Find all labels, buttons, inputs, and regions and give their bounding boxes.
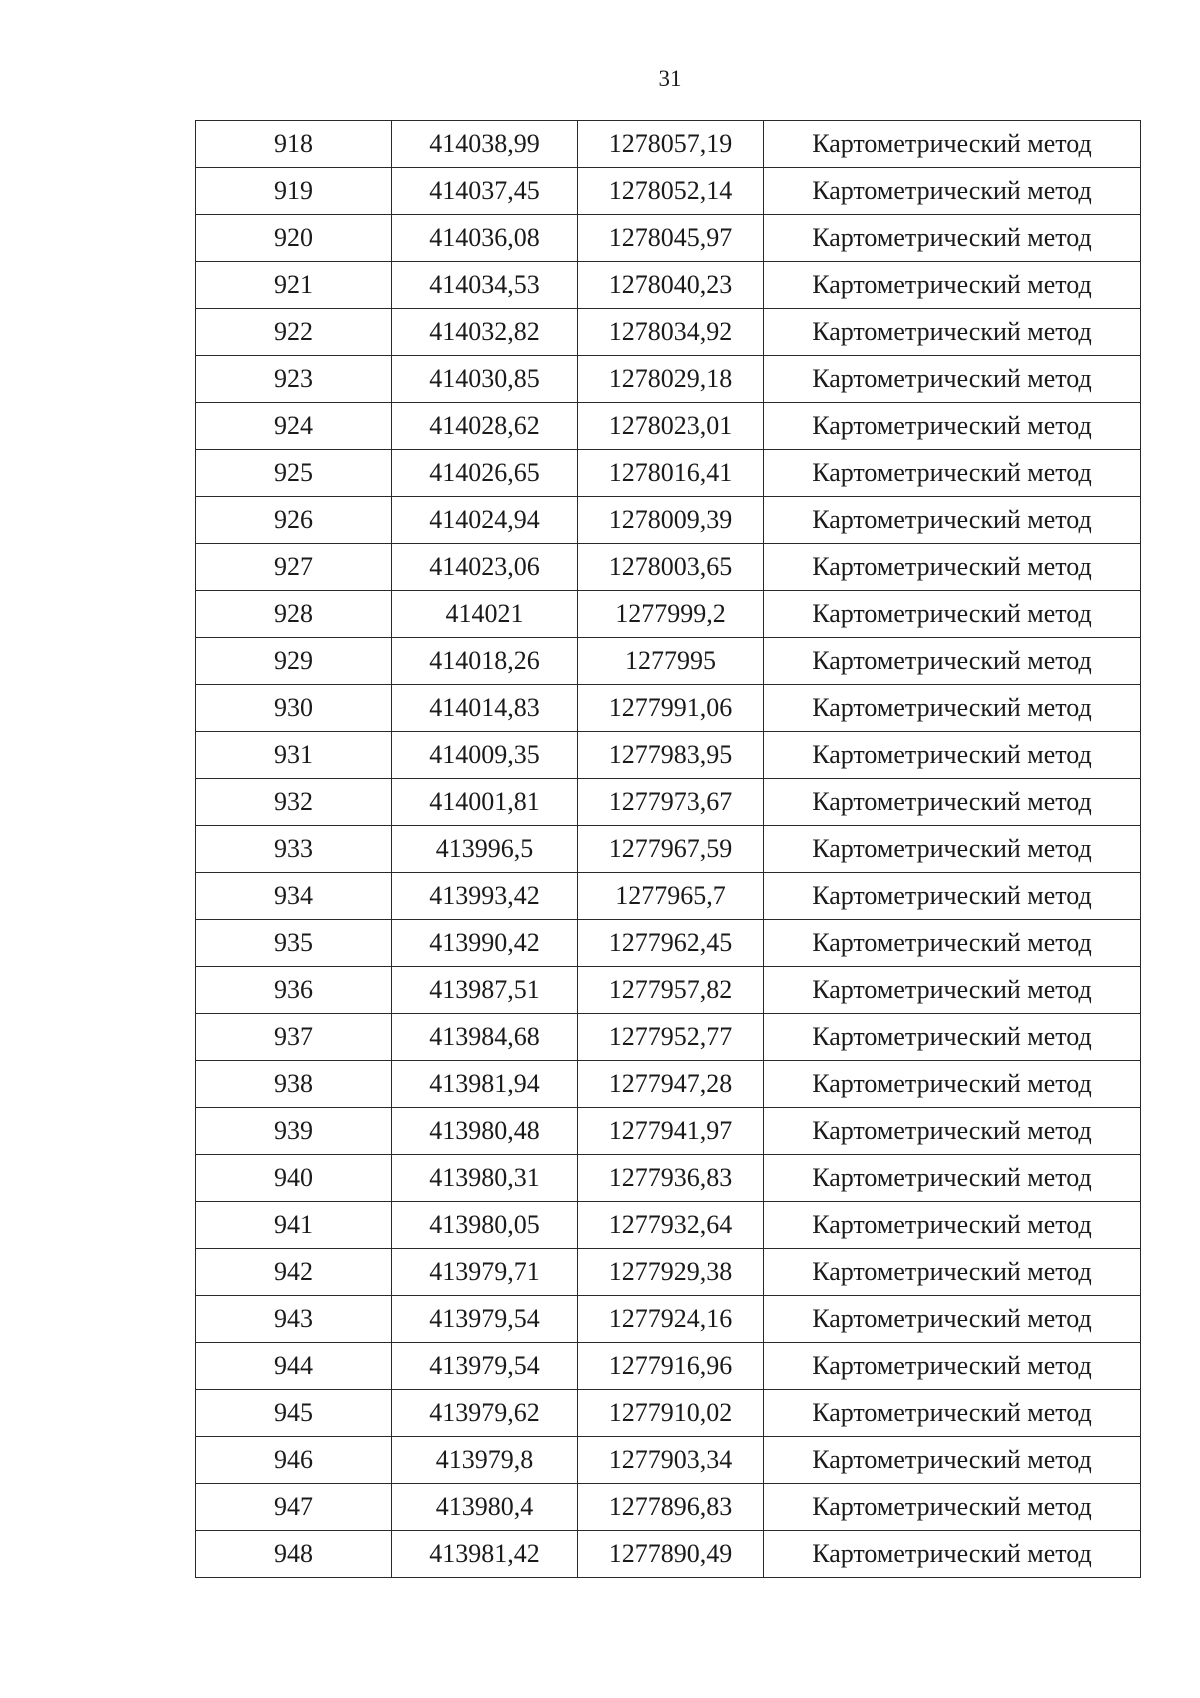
- method-cell: Картометрический метод: [764, 685, 1141, 732]
- method-cell: Картометрический метод: [764, 591, 1141, 638]
- x-coordinate-cell: 413980,05: [392, 1202, 578, 1249]
- point-number-cell: 932: [196, 779, 392, 826]
- method-cell: Картометрический метод: [764, 544, 1141, 591]
- method-cell: Картометрический метод: [764, 403, 1141, 450]
- table-row: [196, 1108, 1141, 1155]
- method-cell: Картометрический метод: [764, 497, 1141, 544]
- table-row: [196, 544, 1141, 591]
- y-coordinate-cell: 1277936,83: [578, 1155, 764, 1202]
- method-cell: Картометрический метод: [764, 168, 1141, 215]
- y-coordinate-cell: 1277967,59: [578, 826, 764, 873]
- point-number-cell: 939: [196, 1108, 392, 1155]
- x-coordinate-cell: 413979,8: [392, 1437, 578, 1484]
- point-number-cell: 944: [196, 1343, 392, 1390]
- point-number-cell: 940: [196, 1155, 392, 1202]
- coordinates-table-body: [196, 121, 1141, 1578]
- y-coordinate-cell: 1278034,92: [578, 309, 764, 356]
- point-number-cell: 930: [196, 685, 392, 732]
- method-cell: Картометрический метод: [764, 1061, 1141, 1108]
- y-coordinate-cell: 1277991,06: [578, 685, 764, 732]
- table-row: [196, 638, 1141, 685]
- method-cell: Картометрический метод: [764, 873, 1141, 920]
- point-number-cell: 928: [196, 591, 392, 638]
- x-coordinate-cell: 413980,48: [392, 1108, 578, 1155]
- table-row: [196, 591, 1141, 638]
- method-cell: Картометрический метод: [764, 779, 1141, 826]
- point-number-cell: 948: [196, 1531, 392, 1578]
- point-number-cell: 927: [196, 544, 392, 591]
- y-coordinate-cell: 1278040,23: [578, 262, 764, 309]
- method-cell: Картометрический метод: [764, 121, 1141, 168]
- x-coordinate-cell: 414024,94: [392, 497, 578, 544]
- y-coordinate-cell: 1277952,77: [578, 1014, 764, 1061]
- x-coordinate-cell: 414023,06: [392, 544, 578, 591]
- point-number-cell: 924: [196, 403, 392, 450]
- method-cell: Картометрический метод: [764, 1531, 1141, 1578]
- table-row: [196, 403, 1141, 450]
- x-coordinate-cell: 413979,62: [392, 1390, 578, 1437]
- x-coordinate-cell: 414036,08: [392, 215, 578, 262]
- point-number-cell: 945: [196, 1390, 392, 1437]
- method-cell: Картометрический метод: [764, 215, 1141, 262]
- method-cell: Картометрический метод: [764, 920, 1141, 967]
- table-row: [196, 1343, 1141, 1390]
- y-coordinate-cell: 1277999,2: [578, 591, 764, 638]
- method-cell: Картометрический метод: [764, 1484, 1141, 1531]
- table-row: [196, 685, 1141, 732]
- point-number-cell: 931: [196, 732, 392, 779]
- point-number-cell: 920: [196, 215, 392, 262]
- method-cell: Картометрический метод: [764, 1202, 1141, 1249]
- x-coordinate-cell: 413980,4: [392, 1484, 578, 1531]
- y-coordinate-cell: 1277916,96: [578, 1343, 764, 1390]
- y-coordinate-cell: 1278057,19: [578, 121, 764, 168]
- y-coordinate-cell: 1277983,95: [578, 732, 764, 779]
- x-coordinate-cell: 414018,26: [392, 638, 578, 685]
- y-coordinate-cell: 1278045,97: [578, 215, 764, 262]
- x-coordinate-cell: 414001,81: [392, 779, 578, 826]
- y-coordinate-cell: 1277896,83: [578, 1484, 764, 1531]
- coordinates-table: [195, 120, 1141, 1578]
- table-row: [196, 1061, 1141, 1108]
- table-row: [196, 732, 1141, 779]
- y-coordinate-cell: 1278016,41: [578, 450, 764, 497]
- x-coordinate-cell: 414032,82: [392, 309, 578, 356]
- method-cell: Картометрический метод: [764, 1437, 1141, 1484]
- x-coordinate-cell: 414038,99: [392, 121, 578, 168]
- x-coordinate-cell: 414030,85: [392, 356, 578, 403]
- table-row: [196, 1531, 1141, 1578]
- x-coordinate-cell: 414037,45: [392, 168, 578, 215]
- point-number-cell: 936: [196, 967, 392, 1014]
- x-coordinate-cell: 413993,42: [392, 873, 578, 920]
- point-number-cell: 943: [196, 1296, 392, 1343]
- table-row: [196, 873, 1141, 920]
- table-row: [196, 1437, 1141, 1484]
- x-coordinate-cell: 414021: [392, 591, 578, 638]
- point-number-cell: 946: [196, 1437, 392, 1484]
- x-coordinate-cell: 414034,53: [392, 262, 578, 309]
- y-coordinate-cell: 1277924,16: [578, 1296, 764, 1343]
- y-coordinate-cell: 1277995: [578, 638, 764, 685]
- y-coordinate-cell: 1278052,14: [578, 168, 764, 215]
- x-coordinate-cell: 413980,31: [392, 1155, 578, 1202]
- x-coordinate-cell: 413981,94: [392, 1061, 578, 1108]
- x-coordinate-cell: 414009,35: [392, 732, 578, 779]
- x-coordinate-cell: 413979,54: [392, 1343, 578, 1390]
- x-coordinate-cell: 413979,71: [392, 1249, 578, 1296]
- point-number-cell: 933: [196, 826, 392, 873]
- method-cell: Картометрический метод: [764, 1343, 1141, 1390]
- point-number-cell: 947: [196, 1484, 392, 1531]
- point-number-cell: 942: [196, 1249, 392, 1296]
- point-number-cell: 934: [196, 873, 392, 920]
- y-coordinate-cell: 1278029,18: [578, 356, 764, 403]
- y-coordinate-cell: 1277932,64: [578, 1202, 764, 1249]
- y-coordinate-cell: 1278009,39: [578, 497, 764, 544]
- y-coordinate-cell: 1277957,82: [578, 967, 764, 1014]
- method-cell: Картометрический метод: [764, 1296, 1141, 1343]
- method-cell: Картометрический метод: [764, 638, 1141, 685]
- point-number-cell: 941: [196, 1202, 392, 1249]
- x-coordinate-cell: 413996,5: [392, 826, 578, 873]
- y-coordinate-cell: 1277973,67: [578, 779, 764, 826]
- point-number-cell: 918: [196, 121, 392, 168]
- table-row: [196, 121, 1141, 168]
- table-row: [196, 1390, 1141, 1437]
- table-row: [196, 309, 1141, 356]
- method-cell: Картометрический метод: [764, 356, 1141, 403]
- x-coordinate-cell: 414028,62: [392, 403, 578, 450]
- x-coordinate-cell: 413981,42: [392, 1531, 578, 1578]
- table-row: [196, 1202, 1141, 1249]
- point-number-cell: 921: [196, 262, 392, 309]
- method-cell: Картометрический метод: [764, 732, 1141, 779]
- table-row: [196, 262, 1141, 309]
- method-cell: Картометрический метод: [764, 826, 1141, 873]
- method-cell: Картометрический метод: [764, 1014, 1141, 1061]
- table-row: [196, 967, 1141, 1014]
- table-row: [196, 497, 1141, 544]
- point-number-cell: 938: [196, 1061, 392, 1108]
- point-number-cell: 923: [196, 356, 392, 403]
- point-number-cell: 937: [196, 1014, 392, 1061]
- table-row: [196, 1296, 1141, 1343]
- x-coordinate-cell: 414014,83: [392, 685, 578, 732]
- x-coordinate-cell: 413979,54: [392, 1296, 578, 1343]
- page-number: 31: [658, 66, 682, 91]
- method-cell: Картометрический метод: [764, 262, 1141, 309]
- point-number-cell: 925: [196, 450, 392, 497]
- y-coordinate-cell: 1278023,01: [578, 403, 764, 450]
- method-cell: Картометрический метод: [764, 1249, 1141, 1296]
- method-cell: Картометрический метод: [764, 309, 1141, 356]
- point-number-cell: 919: [196, 168, 392, 215]
- table-row: [196, 215, 1141, 262]
- method-cell: Картометрический метод: [764, 967, 1141, 1014]
- table-row: [196, 826, 1141, 873]
- table-row: [196, 1155, 1141, 1202]
- method-cell: Картометрический метод: [764, 450, 1141, 497]
- y-coordinate-cell: 1277962,45: [578, 920, 764, 967]
- point-number-cell: 926: [196, 497, 392, 544]
- y-coordinate-cell: 1277941,97: [578, 1108, 764, 1155]
- table-row: [196, 1249, 1141, 1296]
- table-row: [196, 168, 1141, 215]
- x-coordinate-cell: 413990,42: [392, 920, 578, 967]
- point-number-cell: 929: [196, 638, 392, 685]
- y-coordinate-cell: 1277890,49: [578, 1531, 764, 1578]
- x-coordinate-cell: 414026,65: [392, 450, 578, 497]
- y-coordinate-cell: 1277910,02: [578, 1390, 764, 1437]
- x-coordinate-cell: 413987,51: [392, 967, 578, 1014]
- method-cell: Картометрический метод: [764, 1108, 1141, 1155]
- y-coordinate-cell: 1277929,38: [578, 1249, 764, 1296]
- table-row: [196, 356, 1141, 403]
- table-row: [196, 1484, 1141, 1531]
- method-cell: Картометрический метод: [764, 1390, 1141, 1437]
- y-coordinate-cell: 1277965,7: [578, 873, 764, 920]
- x-coordinate-cell: 413984,68: [392, 1014, 578, 1061]
- table-row: [196, 779, 1141, 826]
- table-row: [196, 450, 1141, 497]
- table-row: [196, 1014, 1141, 1061]
- y-coordinate-cell: 1277947,28: [578, 1061, 764, 1108]
- method-cell: Картометрический метод: [764, 1155, 1141, 1202]
- table-row: [196, 920, 1141, 967]
- y-coordinate-cell: 1278003,65: [578, 544, 764, 591]
- point-number-cell: 922: [196, 309, 392, 356]
- point-number-cell: 935: [196, 920, 392, 967]
- y-coordinate-cell: 1277903,34: [578, 1437, 764, 1484]
